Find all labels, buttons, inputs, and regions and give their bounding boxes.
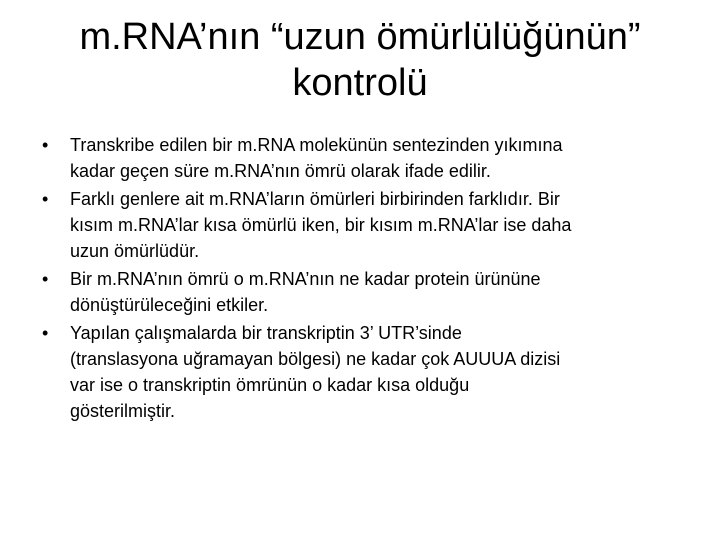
bullet-line: dönüştürüleceğini etkiler. bbox=[70, 295, 269, 315]
title-line: m.RNA’nın “uzun ömürlülüğünün” bbox=[79, 16, 641, 58]
bullet-marker: • bbox=[42, 189, 49, 209]
bullet-list bbox=[36, 132, 706, 426]
bullet-line: Yapılan çalışmalarda bir transkriptin 3’ UTR’sinde bbox=[70, 323, 462, 343]
bullet-text bbox=[70, 186, 706, 264]
bullet-item bbox=[36, 320, 706, 424]
bullet-line: Farklı genlere ait m.RNA’ların ömürleri birbirinden farklıdır. Bir bbox=[70, 189, 560, 209]
bullet-item bbox=[36, 266, 706, 318]
title-line: kontrolü bbox=[292, 62, 428, 104]
bullet-marker: • bbox=[42, 135, 49, 155]
bullet-line: kadar geçen süre m.RNA’nın ömrü olarak ifade edilir. bbox=[70, 161, 491, 181]
bullet-line: Bir m.RNA’nın ömrü o m.RNA’nın ne kadar protein ürününe bbox=[70, 269, 541, 289]
bullet-text bbox=[70, 320, 706, 424]
bullet-marker: • bbox=[42, 323, 49, 343]
bullet-item bbox=[36, 186, 706, 264]
bullet-line: (translasyona uğramayan bölgesi) ne kadar çok AUUUA dizisi bbox=[70, 349, 561, 369]
bullet-text bbox=[70, 132, 706, 184]
bullet-item bbox=[36, 132, 706, 184]
slide-title bbox=[36, 14, 684, 106]
bullet-line: var ise o transkriptin ömrünün o kadar kısa olduğu bbox=[70, 375, 470, 395]
bullet-line: kısım m.RNA’lar kısa ömürlü iken, bir kısım m.RNA’lar ise daha bbox=[70, 215, 572, 235]
bullet-line: Transkribe edilen bir m.RNA molekünün sentezinden yıkımına bbox=[70, 135, 563, 155]
bullet-line: uzun ömürlüdür. bbox=[70, 241, 200, 261]
bullet-marker: • bbox=[42, 269, 49, 289]
bullet-line: gösterilmiştir. bbox=[70, 401, 176, 421]
bullet-text bbox=[70, 266, 706, 318]
